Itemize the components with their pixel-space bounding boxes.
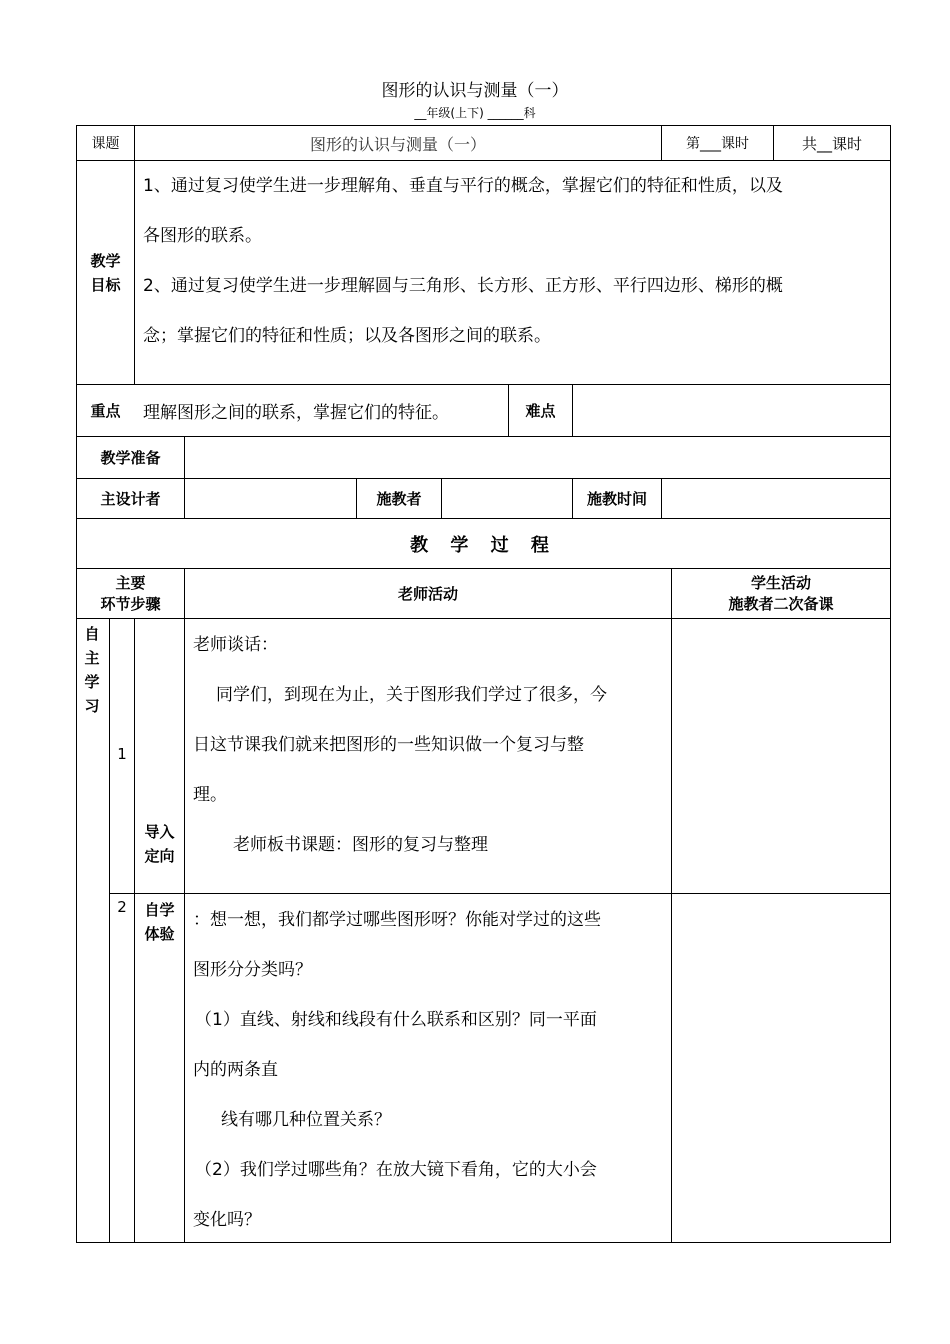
topic-label: 课题 xyxy=(91,136,120,152)
step-1-line: 理。 xyxy=(193,785,227,805)
keypoints-value: 理解图形之间的联系，掌握它们的特征。 xyxy=(143,403,449,423)
step-1-line: 日这节课我们就来把图形的一些知识做一个复习与整 xyxy=(193,735,584,755)
section-char: 主 xyxy=(84,649,100,667)
step-1-line: 老师板书课题：图形的复习与整理 xyxy=(233,835,488,855)
goal-2-line2: 念；掌握它们的特征和性质；以及各图形之间的联系。 xyxy=(143,326,551,346)
keypoints-label: 重点 xyxy=(90,402,121,420)
steps-column-header xyxy=(77,569,184,618)
teaching-time-label: 施教时间 xyxy=(586,490,647,508)
steps-header-line2: 环节步骤 xyxy=(100,594,161,613)
step-1-line: 同学们，到现在为止，关于图形我们学过了很多，今 xyxy=(216,685,607,705)
student-activity-header xyxy=(672,569,890,618)
step-2-line: （2）我们学过哪些角？在放大镜下看角，它的大小会 xyxy=(195,1160,597,1180)
step-1-number: 1 xyxy=(117,745,127,763)
page-subtitle: __年级(上下) ______科 xyxy=(414,106,536,120)
goal-2-line1: 2、通过复习使学生进一步理解圆与三角形、长方形、正方形、平行四边形、梯形的概 xyxy=(143,276,783,296)
step-2-name xyxy=(135,898,184,946)
preparation-value xyxy=(185,437,890,478)
step-1-name-line1: 导入 xyxy=(144,823,175,841)
step-2-name-line1: 自学 xyxy=(144,901,175,919)
step-2-teacher-activity xyxy=(193,895,667,1245)
step-2-line: 线有哪几种位置关系？ xyxy=(221,1110,391,1130)
section-char: 习 xyxy=(84,697,100,715)
student-header-line2: 施教者二次备课 xyxy=(728,594,834,613)
process-title: 教 学 过 程 xyxy=(410,534,557,556)
step-2-number: 2 xyxy=(117,898,127,916)
goal-1-line1: 1、通过复习使学生进一步理解角、垂直与平行的概念，掌握它们的特征和性质，以及 xyxy=(143,176,783,196)
section-char: 自 xyxy=(84,625,100,643)
step-1-name xyxy=(135,820,184,868)
step-2-line: ：想一想，我们都学过哪些图形呀？你能对学过的这些 xyxy=(193,910,601,930)
step-2-line: 图形分分类吗？ xyxy=(193,960,312,980)
section-label-self-study xyxy=(81,622,103,718)
student-header-line1: 学生活动 xyxy=(750,573,811,592)
goals-label-line1: 教学 xyxy=(90,251,121,270)
page-title: 图形的认识与测量（一） xyxy=(381,81,569,101)
teacher-activity-header: 老师活动 xyxy=(397,585,458,603)
designer-label: 主设计者 xyxy=(100,490,161,508)
goal-1-line2: 各图形的联系。 xyxy=(143,226,262,246)
difficulty-value xyxy=(573,385,890,436)
total-lessons: 共__课时 xyxy=(801,134,862,153)
goals-content xyxy=(143,161,888,361)
step-1-name-line2: 定向 xyxy=(144,847,175,865)
difficulty-label: 难点 xyxy=(525,402,556,420)
step-2-line: （1）直线、射线和线段有什么联系和区别？同一平面 xyxy=(195,1010,597,1030)
goals-label xyxy=(77,161,134,384)
section-char: 学 xyxy=(84,673,100,691)
step-2-name-line2: 体验 xyxy=(144,925,175,943)
step-1-line: 老师谈话： xyxy=(193,635,278,655)
lesson-number: 第___课时 xyxy=(686,136,749,152)
teacher-label: 施教者 xyxy=(376,490,422,508)
step-2-line: 变化吗？ xyxy=(193,1210,261,1230)
preparation-label: 教学准备 xyxy=(100,449,161,467)
steps-header-line1: 主要 xyxy=(115,573,146,592)
goals-label-line2: 目标 xyxy=(90,275,121,294)
step-2-line: 内的两条直 xyxy=(193,1060,278,1080)
topic-value: 图形的认识与测量（一） xyxy=(309,134,486,154)
step-1-teacher-activity xyxy=(193,620,667,870)
